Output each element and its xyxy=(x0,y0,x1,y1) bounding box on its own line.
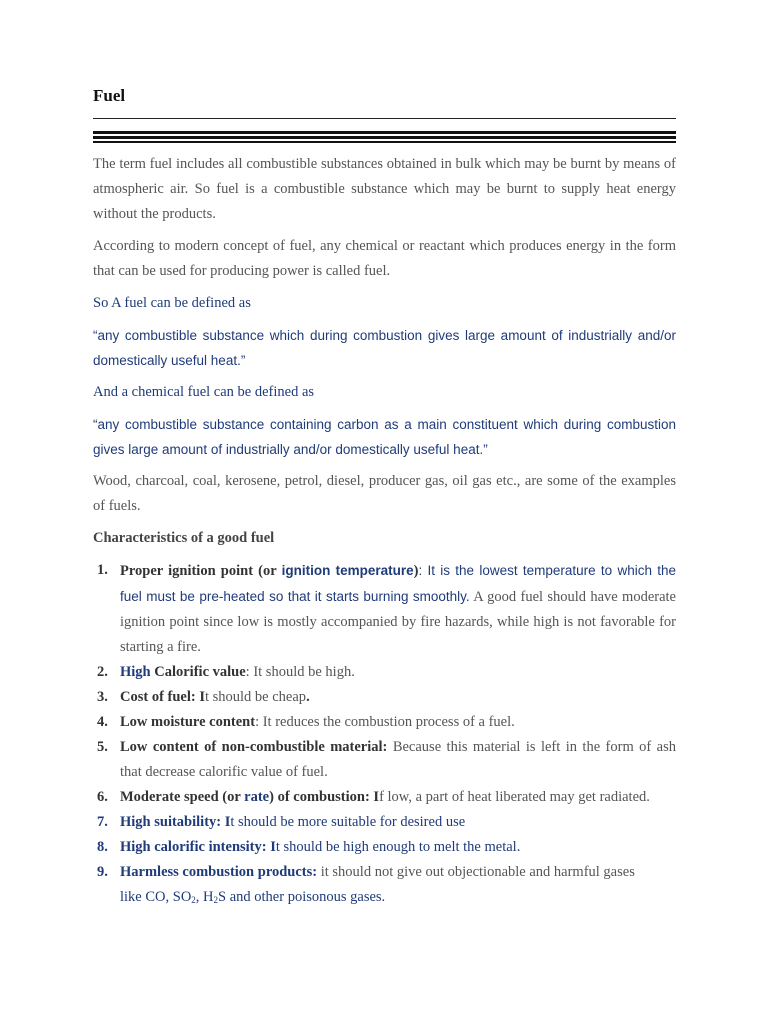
subscript: 2 xyxy=(213,895,219,905)
item-term-close: ) of combustion: I xyxy=(269,789,380,805)
list-number: 2. xyxy=(97,664,108,680)
list-item xyxy=(93,785,676,810)
item-definition: : It is the lowest temperature to which the fuel must be pre-heated so that it starts burning smoothly. xyxy=(120,563,676,604)
item-description-cont: , H xyxy=(195,889,214,905)
item-description: : It should be high. xyxy=(245,664,355,680)
item-term: Proper ignition point (or xyxy=(120,563,282,579)
item-term: Cost of fuel: I xyxy=(120,689,205,705)
list-item xyxy=(93,835,676,860)
item-term: High calorific intensity: I xyxy=(120,839,276,855)
list-item xyxy=(93,660,676,685)
item-term-close: ) xyxy=(413,563,419,579)
list-item xyxy=(93,685,676,710)
subscript: 2 xyxy=(191,895,196,905)
item-term: Moderate speed (or xyxy=(120,789,245,805)
item-description: t should be high enough to melt the metal. xyxy=(275,839,521,855)
paragraph-examples: Wood, charcoal, coal, kerosene, petrol, diesel, producer gas, oil gas etc., are some of the examples of fuels. xyxy=(93,473,676,514)
quote-chemical-fuel-definition: “any combustible substance containing carbon as a main constituent which during combustion gives large amount of industrially and/or domestically useful heat.” xyxy=(93,417,676,457)
list-item xyxy=(93,860,676,910)
title-divider-thick xyxy=(93,131,676,143)
paragraph-definition-lead: So A fuel can be defined as xyxy=(93,295,251,311)
item-term: Low content of non-combustible material: xyxy=(120,739,388,755)
list-number: 9. xyxy=(97,864,108,880)
item-tail: . xyxy=(306,689,310,705)
list-number: 5. xyxy=(97,739,108,755)
item-term: High suitability: I xyxy=(120,814,231,830)
item-description: t should be cheap xyxy=(204,689,307,705)
list-number: 6. xyxy=(97,789,108,805)
list-number: 7. xyxy=(97,814,108,830)
characteristics-list xyxy=(93,558,676,910)
page-title: Fuel xyxy=(93,86,126,105)
item-term: Harmless combustion products: xyxy=(120,864,318,880)
list-number: 3. xyxy=(97,689,108,705)
list-number: 4. xyxy=(97,714,108,730)
item-description: A good fuel should have moderate ignition point since low is mostly accompanied by fire hazards, while high is not favorable for starting a fire. xyxy=(120,589,676,655)
document-body xyxy=(93,152,676,910)
item-term-highlight: rate xyxy=(244,789,270,805)
item-term-highlight: ignition temperature xyxy=(281,563,414,578)
item-term-highlight: High xyxy=(120,664,151,680)
item-term: Low moisture content xyxy=(120,714,256,730)
list-item xyxy=(93,810,676,835)
item-description: Because this material is left in the form of ash that decrease calorific value of fuel. xyxy=(120,739,677,780)
item-description-cont: S and other poisonous gases. xyxy=(218,889,386,905)
section-heading: Characteristics of a good fuel xyxy=(93,530,275,546)
item-description: : It reduces the combustion process of a fuel. xyxy=(255,714,515,730)
paragraph-modern-concept: According to modern concept of fuel, any chemical or reactant which produces energy in the form that can be used for producing power is called fuel. xyxy=(93,238,676,279)
list-item xyxy=(93,710,676,735)
item-term: Calorific value xyxy=(150,664,246,680)
item-description: t should be more suitable for desired use xyxy=(230,814,466,830)
quote-fuel-definition: “any combustible substance which during combustion gives large amount of industrially and/or domestically useful heat.” xyxy=(93,328,676,368)
list-item xyxy=(93,735,676,785)
list-number: 1. xyxy=(97,562,108,578)
title-divider-thin xyxy=(93,118,676,119)
list-number: 8. xyxy=(97,839,108,855)
item-description-cont: like CO, SO xyxy=(120,889,192,905)
list-item xyxy=(93,558,676,660)
paragraph-chemical-fuel-lead: And a chemical fuel can be defined as xyxy=(93,384,315,400)
item-description: it should not give out objectionable and harmful gases xyxy=(317,864,635,880)
item-description: f low, a part of heat liberated may get radiated. xyxy=(379,789,650,805)
paragraph-intro: The term fuel includes all combustible substances obtained in bulk which may be burnt by means of atmospheric air. So fuel is a combustible substance which may be burnt to supply heat energy without the products. xyxy=(93,156,676,222)
